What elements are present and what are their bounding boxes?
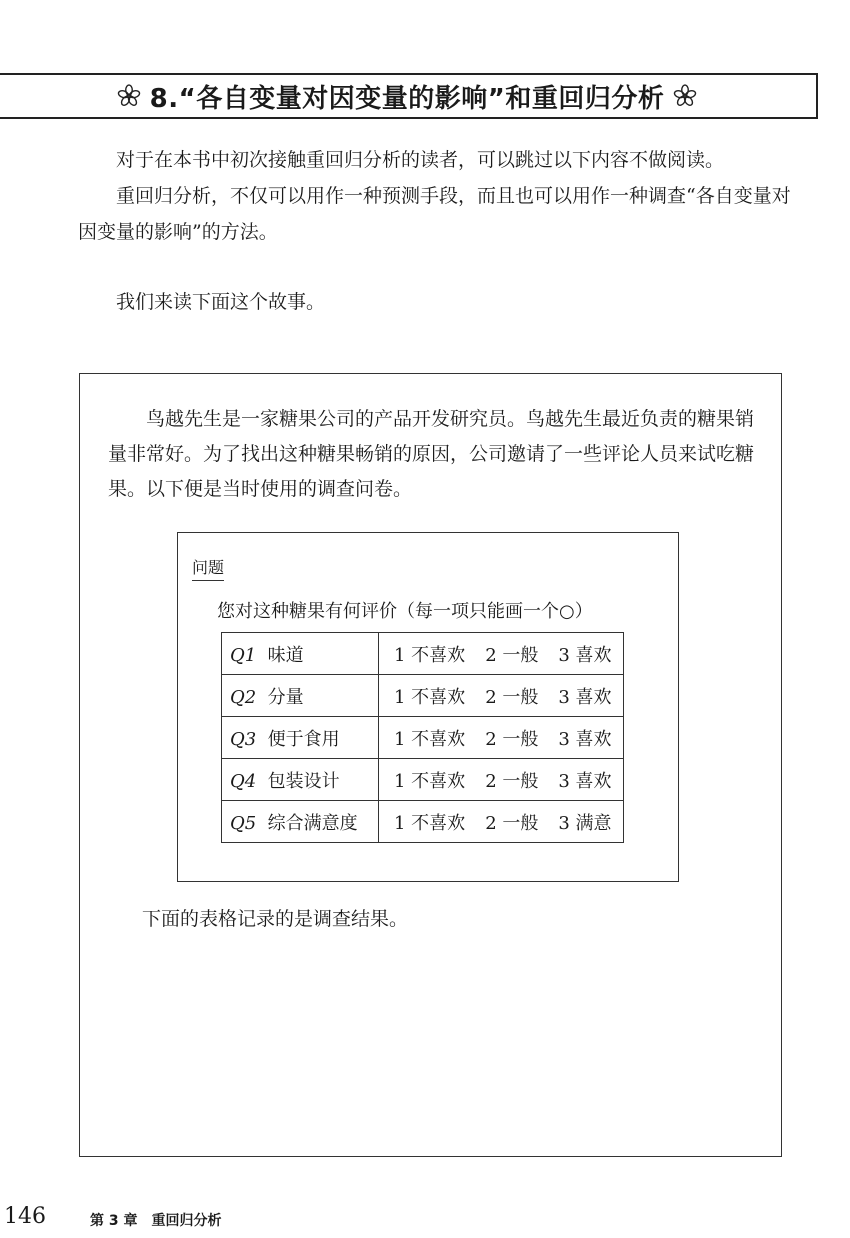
answer-options-cell — [379, 759, 624, 801]
answer-option: 3 喜欢 — [558, 644, 612, 666]
section-title: 8.“各自变量对因变量的影响”和重回归分析 — [149, 83, 665, 114]
answer-option: 2 一般 — [485, 644, 539, 666]
answer-option: 1 不喜欢 — [394, 728, 466, 750]
answer-option: 3 喜欢 — [558, 728, 612, 750]
table-row — [222, 675, 624, 717]
answer-option: 1 不喜欢 — [394, 644, 466, 666]
question-id: Q5 — [230, 812, 257, 834]
answer-option: 1 不喜欢 — [394, 770, 466, 792]
table-row — [222, 633, 624, 675]
answer-options-cell — [379, 801, 624, 843]
answer-option: 2 一般 — [485, 686, 539, 708]
question-cell — [222, 675, 379, 717]
question-id: Q1 — [230, 644, 257, 666]
table-row — [222, 801, 624, 843]
question-cell — [222, 759, 379, 801]
question-id: Q2 — [230, 686, 257, 708]
answer-option: 3 满意 — [558, 812, 612, 834]
questionnaire-table — [221, 632, 624, 843]
answer-option: 3 喜欢 — [558, 686, 612, 708]
question-name: 味道 — [267, 644, 304, 666]
story-paragraph: 鸟越先生是一家糖果公司的产品开发研究员。鸟越先生最近负责的糖果销量非常好。为了找出这种糖果畅销的原因，公司邀请了一些评论人员来试吃糖果。以下便是当时使用的调查问卷。 — [108, 408, 755, 500]
answer-option: 3 喜欢 — [558, 770, 612, 792]
answer-option: 2 一般 — [485, 728, 539, 750]
question-cell — [222, 801, 379, 843]
intro-paragraph-3: 我们来读下面这个故事。 — [116, 291, 326, 313]
questionnaire-label: 问题 — [192, 555, 224, 581]
question-name: 便于食用 — [267, 728, 340, 750]
question-name: 分量 — [267, 686, 304, 708]
flower-outline-icon — [672, 83, 698, 109]
answer-option: 1 不喜欢 — [394, 812, 466, 834]
question-cell — [222, 633, 379, 675]
question-cell — [222, 717, 379, 759]
answer-options-cell — [379, 675, 624, 717]
answer-options-cell — [379, 633, 624, 675]
question-name: 包装设计 — [267, 770, 340, 792]
questionnaire-prompt: 您对这种糖果有何评价（每一项只能画一个○） — [217, 601, 593, 622]
question-name: 综合满意度 — [267, 812, 358, 834]
question-id: Q3 — [230, 728, 257, 750]
intro-paragraph-1: 对于在本书中初次接触重回归分析的读者，可以跳过以下内容不做阅读。 — [116, 149, 725, 171]
page-number: 146 — [4, 1204, 46, 1229]
answer-option: 1 不喜欢 — [394, 686, 466, 708]
table-row — [222, 717, 624, 759]
intro-paragraph-2: 重回归分析，不仅可以用作一种预测手段，而且也可以用作一种调查“各自变量对因变量的影响”的方法。 — [78, 185, 791, 243]
result-sentence: 下面的表格记录的是调查结果。 — [142, 908, 409, 930]
table-row — [222, 759, 624, 801]
story-box — [79, 373, 782, 1157]
flower-outline-icon — [116, 83, 142, 109]
answer-option: 2 一般 — [485, 812, 539, 834]
section-heading-box — [0, 73, 818, 119]
questionnaire-box — [177, 532, 679, 882]
chapter-label: 第 3 章 重回归分析 — [90, 1213, 222, 1229]
answer-option: 2 一般 — [485, 770, 539, 792]
question-id: Q4 — [230, 770, 257, 792]
answer-options-cell — [379, 717, 624, 759]
